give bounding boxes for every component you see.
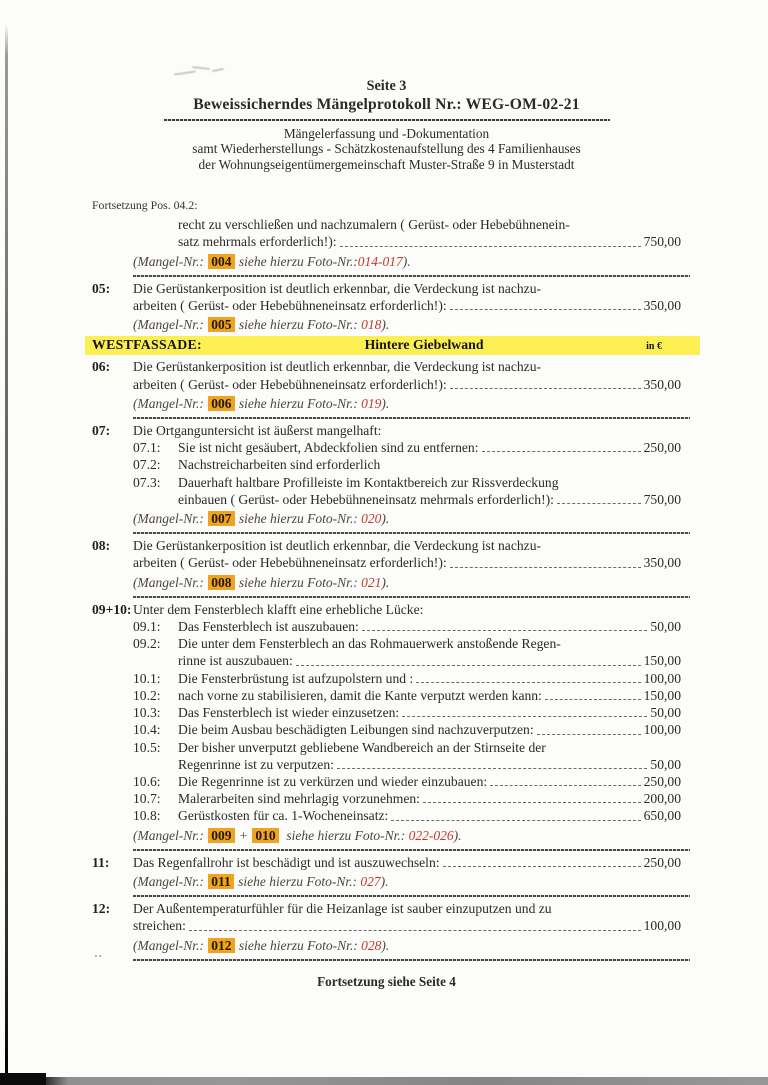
item-line — [92, 358, 681, 375]
item-line — [92, 422, 681, 439]
section-separator — [133, 532, 690, 534]
mangel-note — [133, 873, 681, 890]
dotted-leader — [450, 388, 641, 389]
mangel-note-text: siehe hierzu Foto-Nr.: — [235, 395, 362, 411]
section-separator — [133, 895, 690, 897]
item-line — [92, 233, 681, 250]
dotted-leader — [482, 451, 641, 452]
item-number: 07: — [92, 423, 111, 439]
item-line — [92, 900, 681, 917]
item-number: 06: — [92, 359, 111, 375]
cost-value: 350,00 — [643, 555, 681, 571]
continuation-footer: Fortsetzung siehe Seite 4 — [317, 973, 456, 989]
cost-value: 350,00 — [643, 376, 681, 392]
cost-value: 650,00 — [643, 808, 681, 824]
foto-ref: 019 — [361, 395, 382, 411]
foto-ref: 021 — [361, 574, 382, 590]
cost-value: 50,00 — [650, 705, 681, 721]
mangel-note — [133, 395, 681, 412]
item-line — [92, 491, 681, 508]
item-line — [92, 917, 681, 934]
sub-item-number: 10.2: — [133, 687, 161, 703]
dotted-leader — [337, 768, 648, 769]
mangel-note-text: ). — [381, 395, 390, 411]
section-separator — [133, 596, 690, 598]
item-text: Die Ortganguntersicht ist äußerst mangelhaft: — [133, 423, 382, 439]
item-text-wrap — [133, 917, 681, 934]
item-text-wrap — [133, 554, 681, 571]
cost-value: 250,00 — [643, 773, 681, 789]
dotted-leader — [450, 309, 641, 310]
mangel-note-text: siehe hierzu Foto-Nr.: — [235, 574, 362, 590]
defect-item — [92, 854, 681, 890]
cost-value: 250,00 — [643, 854, 681, 870]
item-line — [92, 456, 681, 473]
item-text: Das Regenfallrohr ist beschädigt und ist auszuwechseln: — [133, 854, 440, 870]
dotted-leader — [189, 930, 641, 931]
mangel-note-text: (Mangel-Nr.: — [133, 574, 208, 590]
dotted-leader — [443, 866, 641, 867]
title-separator-line — [164, 119, 610, 121]
mangel-note-joiner: + — [235, 827, 252, 843]
document-content — [92, 78, 681, 990]
mangel-note-text: ). — [381, 511, 390, 527]
sub-item-number: 10.3: — [133, 705, 161, 721]
dotted-leader — [450, 567, 641, 568]
sub-item-number: 09.2: — [133, 636, 161, 652]
item-text-wrap — [178, 704, 681, 721]
item-text: Die beim Ausbau beschädigten Leibungen sind nachzuverputzen: — [178, 722, 534, 738]
item-line — [92, 652, 681, 669]
document-title: Beweissicherndes Mängelprotokoll Nr.: WEG-OM-02-21 — [193, 96, 580, 113]
item-text: Unter dem Fensterblech klafft eine erhebliche Lücke: — [133, 601, 424, 617]
item-number: 11: — [92, 854, 110, 870]
sub-item-number: 10.1: — [133, 670, 161, 686]
item-line — [92, 807, 681, 824]
item-line — [92, 216, 681, 233]
item-text-wrap — [133, 601, 681, 618]
section-separator — [133, 275, 690, 277]
item-line — [92, 439, 681, 456]
cost-value: 100,00 — [643, 722, 681, 738]
item-text-wrap — [133, 358, 681, 375]
foto-ref: 028 — [361, 937, 382, 953]
scan-dot-artifact — [95, 955, 105, 958]
mangel-note-text: siehe hierzu Foto-Nr.: — [235, 511, 362, 527]
mangel-note-text: ). — [380, 873, 389, 889]
dotted-leader — [416, 682, 640, 683]
item-text: arbeiten ( Gerüst- oder Hebebühneneinsatz erforderlich!): — [133, 376, 447, 392]
item-line — [92, 280, 681, 297]
item-text-wrap — [133, 537, 681, 554]
mangel-number-badge: 008 — [208, 575, 234, 590]
dotted-leader — [537, 734, 641, 735]
item-text-wrap — [178, 439, 681, 456]
item-text-wrap — [178, 635, 681, 652]
mangel-note-text: (Mangel-Nr.: — [133, 511, 208, 527]
dotted-leader — [423, 802, 641, 803]
pencil-smudge-artifact — [172, 63, 228, 79]
dotted-leader — [296, 665, 641, 666]
item-text-wrap — [178, 474, 681, 491]
item-number: 08: — [92, 538, 111, 554]
item-text: nach vorne zu stabilisieren, damit die Kante verputzt werden kann: — [178, 687, 542, 703]
item-text: Die unter dem Fensterblech an das Rohmauerwerk anstoßende Regen- — [178, 636, 561, 652]
defect-item — [92, 358, 681, 412]
mangel-note-text: ). — [381, 937, 390, 953]
item-text: streichen: — [133, 918, 186, 934]
item-text-wrap — [178, 652, 681, 669]
item-text: Gerüstkosten für ca. 1-Wocheneinsatz: — [178, 808, 389, 824]
section-separator — [133, 959, 690, 961]
item-text-wrap — [133, 297, 681, 314]
mangel-note-text: (Mangel-Nr.: — [133, 937, 208, 953]
defect-item — [92, 422, 681, 527]
mangel-number-badge: 009 — [208, 828, 234, 843]
dotted-leader — [391, 820, 640, 821]
foto-ref: 027 — [360, 873, 381, 889]
item-text: Die Fensterbrüstung ist aufzupolstern und : — [178, 670, 414, 686]
mangel-note — [133, 316, 681, 333]
item-text: Sie ist nicht gesäubert, Abdeckfolien sind zu entfernen: — [178, 440, 479, 456]
cost-value: 50,00 — [650, 619, 681, 635]
mangel-note-text: (Mangel-Nr.: — [133, 395, 208, 411]
mangel-number-badge: 007 — [208, 511, 234, 526]
item-text: arbeiten ( Gerüst- oder Hebebühneneinsatz erforderlich!): — [133, 555, 447, 571]
item-text: Das Fensterblech ist wieder einzusetzen: — [178, 705, 400, 721]
item-text: arbeiten ( Gerüst- oder Hebebühneneinsatz erforderlich!): — [133, 298, 447, 314]
dotted-leader — [402, 716, 647, 717]
cost-value: 750,00 — [643, 491, 681, 507]
continuation-label: Fortsetzung Pos. 04.2: — [92, 198, 198, 213]
foto-ref: 014-017 — [357, 253, 403, 269]
item-text: Nachstreicharbeiten sind erforderlich — [178, 457, 381, 473]
item-line — [92, 739, 681, 756]
item-line — [92, 635, 681, 652]
cost-value: 150,00 — [643, 653, 681, 669]
sub-item-number: 10.6: — [133, 773, 161, 789]
item-text-wrap — [133, 376, 681, 393]
mangel-note-text: siehe hierzu Foto-Nr.: — [235, 937, 362, 953]
cost-value: 750,00 — [643, 234, 681, 250]
item-text-wrap — [178, 773, 681, 790]
item-text: Die Gerüstankerposition ist deutlich erkennbar, die Verdeckung ist nachzu- — [133, 280, 542, 296]
defect-list — [92, 198, 681, 961]
sub-item-number: 07.1: — [133, 440, 161, 456]
foto-ref: 020 — [361, 511, 382, 527]
item-text: einbauen ( Gerüst- oder Hebebühneneinsatz mehrmals erforderlich!): — [178, 491, 554, 507]
item-line — [92, 297, 681, 314]
mangel-note — [133, 937, 681, 954]
item-line — [92, 756, 681, 773]
defect-item — [92, 198, 681, 270]
document-subtitle-line: samt Wiederherstellungs - Schätzkostenaufstellung des 4 Familienhauses — [192, 141, 581, 157]
defect-item — [92, 601, 681, 844]
dotted-leader — [340, 246, 641, 247]
item-line — [92, 554, 681, 571]
item-text: Dauerhaft haltbare Profilleiste im Kontaktbereich zur Rissverdeckung — [178, 474, 559, 490]
cost-value: 100,00 — [643, 670, 681, 686]
mangel-note-text: (Mangel-Nr.: — [133, 827, 208, 843]
mangel-note-text: (Mangel-Nr.: — [133, 873, 208, 889]
item-text: Das Fensterblech ist auszubauen: — [178, 619, 359, 635]
defect-item — [92, 280, 681, 334]
item-text: Die Regenrinne ist zu verkürzen und wieder einzubauen: — [178, 773, 488, 789]
mangel-note-text: siehe hierzu Foto-Nr.: — [279, 827, 409, 843]
item-line — [92, 618, 681, 635]
item-text: Der Außentemperaturfühler für die Heizanlage ist sauber einzuputzen und zu — [133, 901, 552, 917]
mangel-note-text: siehe hierzu Foto-Nr.: — [235, 317, 362, 333]
mangel-note-text: ). — [381, 574, 390, 590]
sub-item-number: 09.1: — [133, 619, 161, 635]
item-line — [92, 721, 681, 738]
item-line — [92, 670, 681, 687]
scan-left-edge-artifact — [5, 24, 8, 1079]
mangel-number-badge: 006 — [208, 396, 234, 411]
item-text-wrap — [178, 790, 681, 807]
item-line — [92, 537, 681, 554]
item-text-wrap — [178, 687, 681, 704]
mangel-number-badge: 012 — [208, 938, 234, 953]
dotted-leader — [557, 503, 641, 504]
mangel-note — [133, 574, 681, 591]
item-text: Die Gerüstankerposition ist deutlich erkennbar, die Verdeckung ist nachzu- — [133, 538, 542, 554]
scan-corner-artifact — [0, 1073, 46, 1085]
item-text: rinne ist auszubauen: — [178, 653, 293, 669]
item-number: 05: — [92, 280, 111, 296]
section-highlight-band — [85, 336, 700, 355]
section-separator — [133, 849, 690, 851]
item-line — [92, 854, 681, 871]
item-number: 12: — [92, 901, 111, 917]
item-text: Regenrinne ist zu verputzen: — [178, 756, 334, 772]
foto-ref: 018 — [361, 317, 382, 333]
mangel-number-badge: 010 — [252, 828, 278, 843]
mangel-number-badge: 004 — [208, 254, 234, 269]
defect-item — [92, 537, 681, 591]
document-subtitle-line: der Wohnungseigentümergemeinschaft Muster-Straße 9 in Musterstadt — [198, 156, 575, 172]
cost-value: 100,00 — [643, 918, 681, 934]
item-text-wrap — [133, 854, 681, 871]
foto-ref: 022-026 — [408, 827, 454, 843]
item-text-wrap — [178, 491, 681, 508]
item-text-wrap — [178, 739, 681, 756]
item-text-wrap — [178, 756, 681, 773]
cost-value: 50,00 — [650, 756, 681, 772]
item-line — [92, 704, 681, 721]
dotted-leader — [362, 630, 648, 631]
item-text-wrap — [178, 670, 681, 687]
mangel-note-text: (Mangel-Nr.: — [133, 253, 208, 269]
item-text-wrap — [178, 618, 681, 635]
item-line — [92, 773, 681, 790]
mangel-note-text: siehe hierzu Foto-Nr.: — [235, 253, 358, 269]
item-text: recht zu verschließen und nachzumalern ( Gerüst- oder Hebebühnenein- — [178, 217, 570, 233]
mangel-number-badge: 005 — [208, 317, 234, 332]
item-line — [92, 601, 681, 618]
cost-value: 350,00 — [643, 298, 681, 314]
cost-value: 200,00 — [643, 791, 681, 807]
item-text-wrap — [178, 807, 681, 824]
item-text-wrap — [178, 456, 681, 473]
item-line — [92, 790, 681, 807]
mangel-note — [133, 827, 681, 844]
cost-value: 250,00 — [643, 440, 681, 456]
mangel-note-text: ). — [381, 317, 390, 333]
item-line — [92, 474, 681, 491]
sub-item-number: 10.5: — [133, 739, 161, 755]
mangel-note — [133, 253, 681, 270]
mangel-note-text: (Mangel-Nr.: — [133, 317, 208, 333]
item-line — [92, 376, 681, 393]
section-band-title: Hintere Giebelwand — [364, 337, 484, 353]
item-text: Die Gerüstankerposition ist deutlich erkennbar, die Verdeckung ist nachzu- — [133, 359, 542, 375]
section-band-facade-label: WESTFASSADE: — [92, 337, 202, 353]
mangel-number-badge: 011 — [208, 874, 234, 889]
sub-item-number: 10.8: — [133, 808, 161, 824]
item-text-wrap — [133, 280, 681, 297]
mangel-note — [133, 510, 681, 527]
mangel-note-text: ). — [402, 253, 411, 269]
item-text-wrap — [133, 900, 681, 917]
page-number-label: Seite 3 — [366, 78, 407, 94]
mangel-note-text: siehe hierzu Foto-Nr.: — [234, 873, 361, 889]
item-text: Malerarbeiten sind mehrlagig vorzunehmen: — [178, 791, 420, 807]
item-text-wrap — [178, 721, 681, 738]
item-text-wrap — [178, 216, 681, 233]
item-text: satz mehrmals erforderlich!): — [178, 234, 337, 250]
document-subtitle-line: Mängelerfassung und -Dokumentation — [283, 126, 490, 141]
defect-item — [92, 900, 681, 954]
sub-item-number: 07.2: — [133, 457, 161, 473]
sub-item-number: 10.4: — [133, 722, 161, 738]
dotted-leader — [545, 699, 641, 700]
item-text-wrap — [178, 233, 681, 250]
item-number: 09+10: — [92, 601, 132, 617]
currency-unit-label: in € — [646, 341, 662, 353]
dotted-leader — [490, 785, 640, 786]
sub-item-number: 07.3: — [133, 474, 161, 490]
scan-bottom-edge-artifact — [0, 1077, 768, 1085]
item-line — [92, 687, 681, 704]
item-text: Der bisher unverputzt gebliebene Wandbereich an der Stirnseite der — [178, 739, 546, 755]
mangel-note-text: ). — [453, 827, 462, 843]
sub-item-number: 10.7: — [133, 791, 161, 807]
section-separator — [133, 417, 690, 419]
item-text-wrap — [133, 422, 681, 439]
cost-value: 150,00 — [643, 687, 681, 703]
